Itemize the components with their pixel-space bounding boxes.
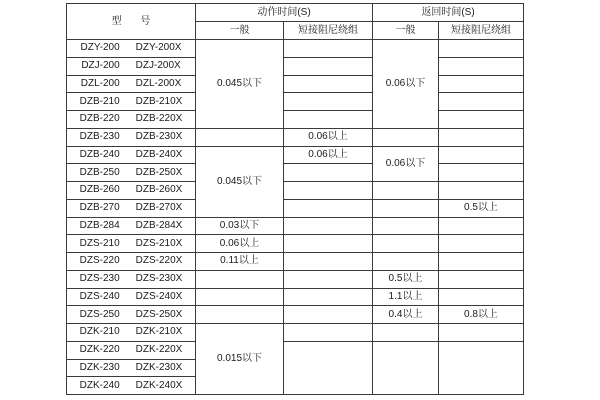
empty-cell [439, 270, 524, 288]
model-cell [67, 306, 196, 324]
value-cell: 0.06以上 [284, 146, 373, 164]
empty-cell [439, 182, 524, 200]
empty-cell [284, 182, 373, 200]
header-action-general: 一般 [196, 22, 284, 40]
model-name-x: DZK-240X [135, 379, 183, 391]
empty-cell [373, 199, 439, 217]
model-cell [67, 146, 196, 164]
table-row [67, 182, 524, 200]
model-name: DZK-210 [79, 326, 120, 338]
empty-cell [373, 341, 439, 394]
model-cell [67, 40, 196, 58]
model-cell [67, 270, 196, 288]
table-row [67, 235, 524, 253]
model-cell [67, 111, 196, 129]
model-name: DZB-250 [79, 166, 120, 178]
table-row [67, 288, 524, 306]
empty-cell [196, 128, 284, 146]
empty-cell [284, 75, 373, 93]
empty-cell [439, 40, 524, 58]
empty-cell [284, 341, 373, 394]
model-name: DZB-270 [79, 202, 120, 214]
empty-cell [439, 75, 524, 93]
value-cell: 1.1以上 [373, 288, 439, 306]
model-name: DZK-230 [79, 361, 120, 373]
empty-cell [284, 235, 373, 253]
model-cell [67, 235, 196, 253]
model-cell [67, 288, 196, 306]
model-name: DZB-230 [79, 131, 120, 143]
model-name: DZB-210 [79, 95, 120, 107]
empty-cell [439, 57, 524, 75]
empty-cell [284, 164, 373, 182]
model-name: DZS-210 [79, 237, 120, 249]
empty-cell [284, 324, 373, 342]
model-name: DZS-240 [79, 290, 120, 302]
empty-cell [439, 93, 524, 111]
value-cell: 0.06以下 [373, 40, 439, 129]
header-return-time: 返回时间(S) [373, 4, 524, 22]
empty-cell [439, 128, 524, 146]
empty-cell [284, 217, 373, 235]
model-cell [67, 377, 196, 395]
model-name: DZK-240 [79, 379, 120, 391]
model-name-x: DZB-250X [135, 166, 183, 178]
model-name: DZB-260 [79, 184, 120, 196]
empty-cell [439, 288, 524, 306]
empty-cell [439, 164, 524, 182]
model-name-x: DZB-220X [135, 113, 183, 125]
model-name-x: DZL-200X [135, 77, 182, 89]
table-row [67, 324, 524, 342]
model-name-x: DZY-200X [135, 42, 182, 54]
model-cell [67, 93, 196, 111]
header-model: 型 号 [67, 4, 196, 40]
empty-cell [196, 288, 284, 306]
model-name-x: DZS-230X [135, 273, 183, 285]
value-cell: 0.5以上 [373, 270, 439, 288]
table-row [67, 75, 524, 93]
model-name: DZS-220 [79, 255, 120, 267]
model-name-x: DZB-230X [135, 131, 183, 143]
empty-cell [439, 111, 524, 129]
model-name: DZB-284 [79, 219, 120, 231]
empty-cell [373, 217, 439, 235]
model-name-x: DZB-270X [135, 202, 183, 214]
model-name-x: DZK-220X [135, 344, 183, 356]
model-name: DZY-200 [80, 42, 120, 54]
empty-cell [439, 253, 524, 271]
empty-cell [373, 182, 439, 200]
empty-cell [284, 288, 373, 306]
empty-cell [196, 270, 284, 288]
table-row [67, 111, 524, 129]
model-name-x: DZS-240X [135, 290, 183, 302]
relay-spec-table [66, 3, 524, 395]
empty-cell [284, 306, 373, 324]
table-row [67, 341, 524, 359]
empty-cell [373, 235, 439, 253]
empty-cell [284, 270, 373, 288]
model-cell [67, 341, 196, 359]
model-name-x: DZJ-200X [135, 60, 181, 72]
model-cell [67, 164, 196, 182]
value-cell: 0.8以上 [439, 306, 524, 324]
value-cell: 0.11以上 [196, 253, 284, 271]
table-row [67, 40, 524, 58]
value-cell: 0.06以上 [196, 235, 284, 253]
model-name-x: DZB-240X [135, 148, 183, 160]
table-row [67, 128, 524, 146]
model-cell [67, 75, 196, 93]
empty-cell [284, 57, 373, 75]
model-name-x: DZK-210X [135, 326, 183, 338]
header-action-time: 动作时间(S) [196, 4, 373, 22]
value-cell: 0.06以上 [284, 128, 373, 146]
table-row [67, 164, 524, 182]
value-cell: 0.03以下 [196, 217, 284, 235]
empty-cell [439, 146, 524, 164]
value-cell: 0.4以上 [373, 306, 439, 324]
model-name-x: DZB-260X [135, 184, 183, 196]
empty-cell [373, 128, 439, 146]
value-cell: 0.015以下 [196, 324, 284, 395]
empty-cell [196, 306, 284, 324]
model-cell [67, 324, 196, 342]
model-name: DZS-230 [79, 273, 120, 285]
table-row [67, 93, 524, 111]
model-cell [67, 359, 196, 377]
header-return-general: 一般 [373, 22, 439, 40]
empty-cell [284, 253, 373, 271]
empty-cell [284, 199, 373, 217]
table-row [67, 146, 524, 164]
model-cell [67, 199, 196, 217]
model-name-x: DZS-250X [135, 308, 183, 320]
model-cell [67, 217, 196, 235]
value-cell: 0.5以上 [439, 199, 524, 217]
empty-cell [439, 324, 524, 342]
table-row [67, 270, 524, 288]
empty-cell [439, 235, 524, 253]
table-row [67, 199, 524, 217]
empty-cell [439, 217, 524, 235]
model-name: DZS-250 [79, 308, 120, 320]
empty-cell [284, 111, 373, 129]
model-cell [67, 57, 196, 75]
table-row [67, 253, 524, 271]
header-action-damping: 短接阻尼绕组 [284, 22, 373, 40]
value-cell: 0.06以下 [373, 146, 439, 182]
value-cell: 0.045以下 [196, 146, 284, 217]
model-name-x: DZS-220X [135, 255, 183, 267]
empty-cell [439, 341, 524, 394]
table-row [67, 306, 524, 324]
model-name: DZK-220 [79, 344, 120, 356]
model-name: DZB-220 [79, 113, 120, 125]
value-cell: 0.045以下 [196, 40, 284, 129]
model-name-x: DZS-210X [135, 237, 183, 249]
empty-cell [284, 40, 373, 58]
model-cell [67, 128, 196, 146]
model-cell [67, 253, 196, 271]
empty-cell [373, 253, 439, 271]
model-name-x: DZB-210X [135, 95, 183, 107]
model-name: DZL-200 [80, 77, 120, 89]
model-name-x: DZK-230X [135, 361, 183, 373]
model-cell [67, 182, 196, 200]
model-name-x: DZB-284X [135, 219, 183, 231]
model-name: DZB-240 [79, 148, 120, 160]
empty-cell [284, 93, 373, 111]
model-name: DZJ-200 [81, 60, 120, 72]
empty-cell [373, 324, 439, 342]
table-row [67, 217, 524, 235]
header-return-damping: 短接阻尼绕组 [439, 22, 524, 40]
table-row [67, 57, 524, 75]
